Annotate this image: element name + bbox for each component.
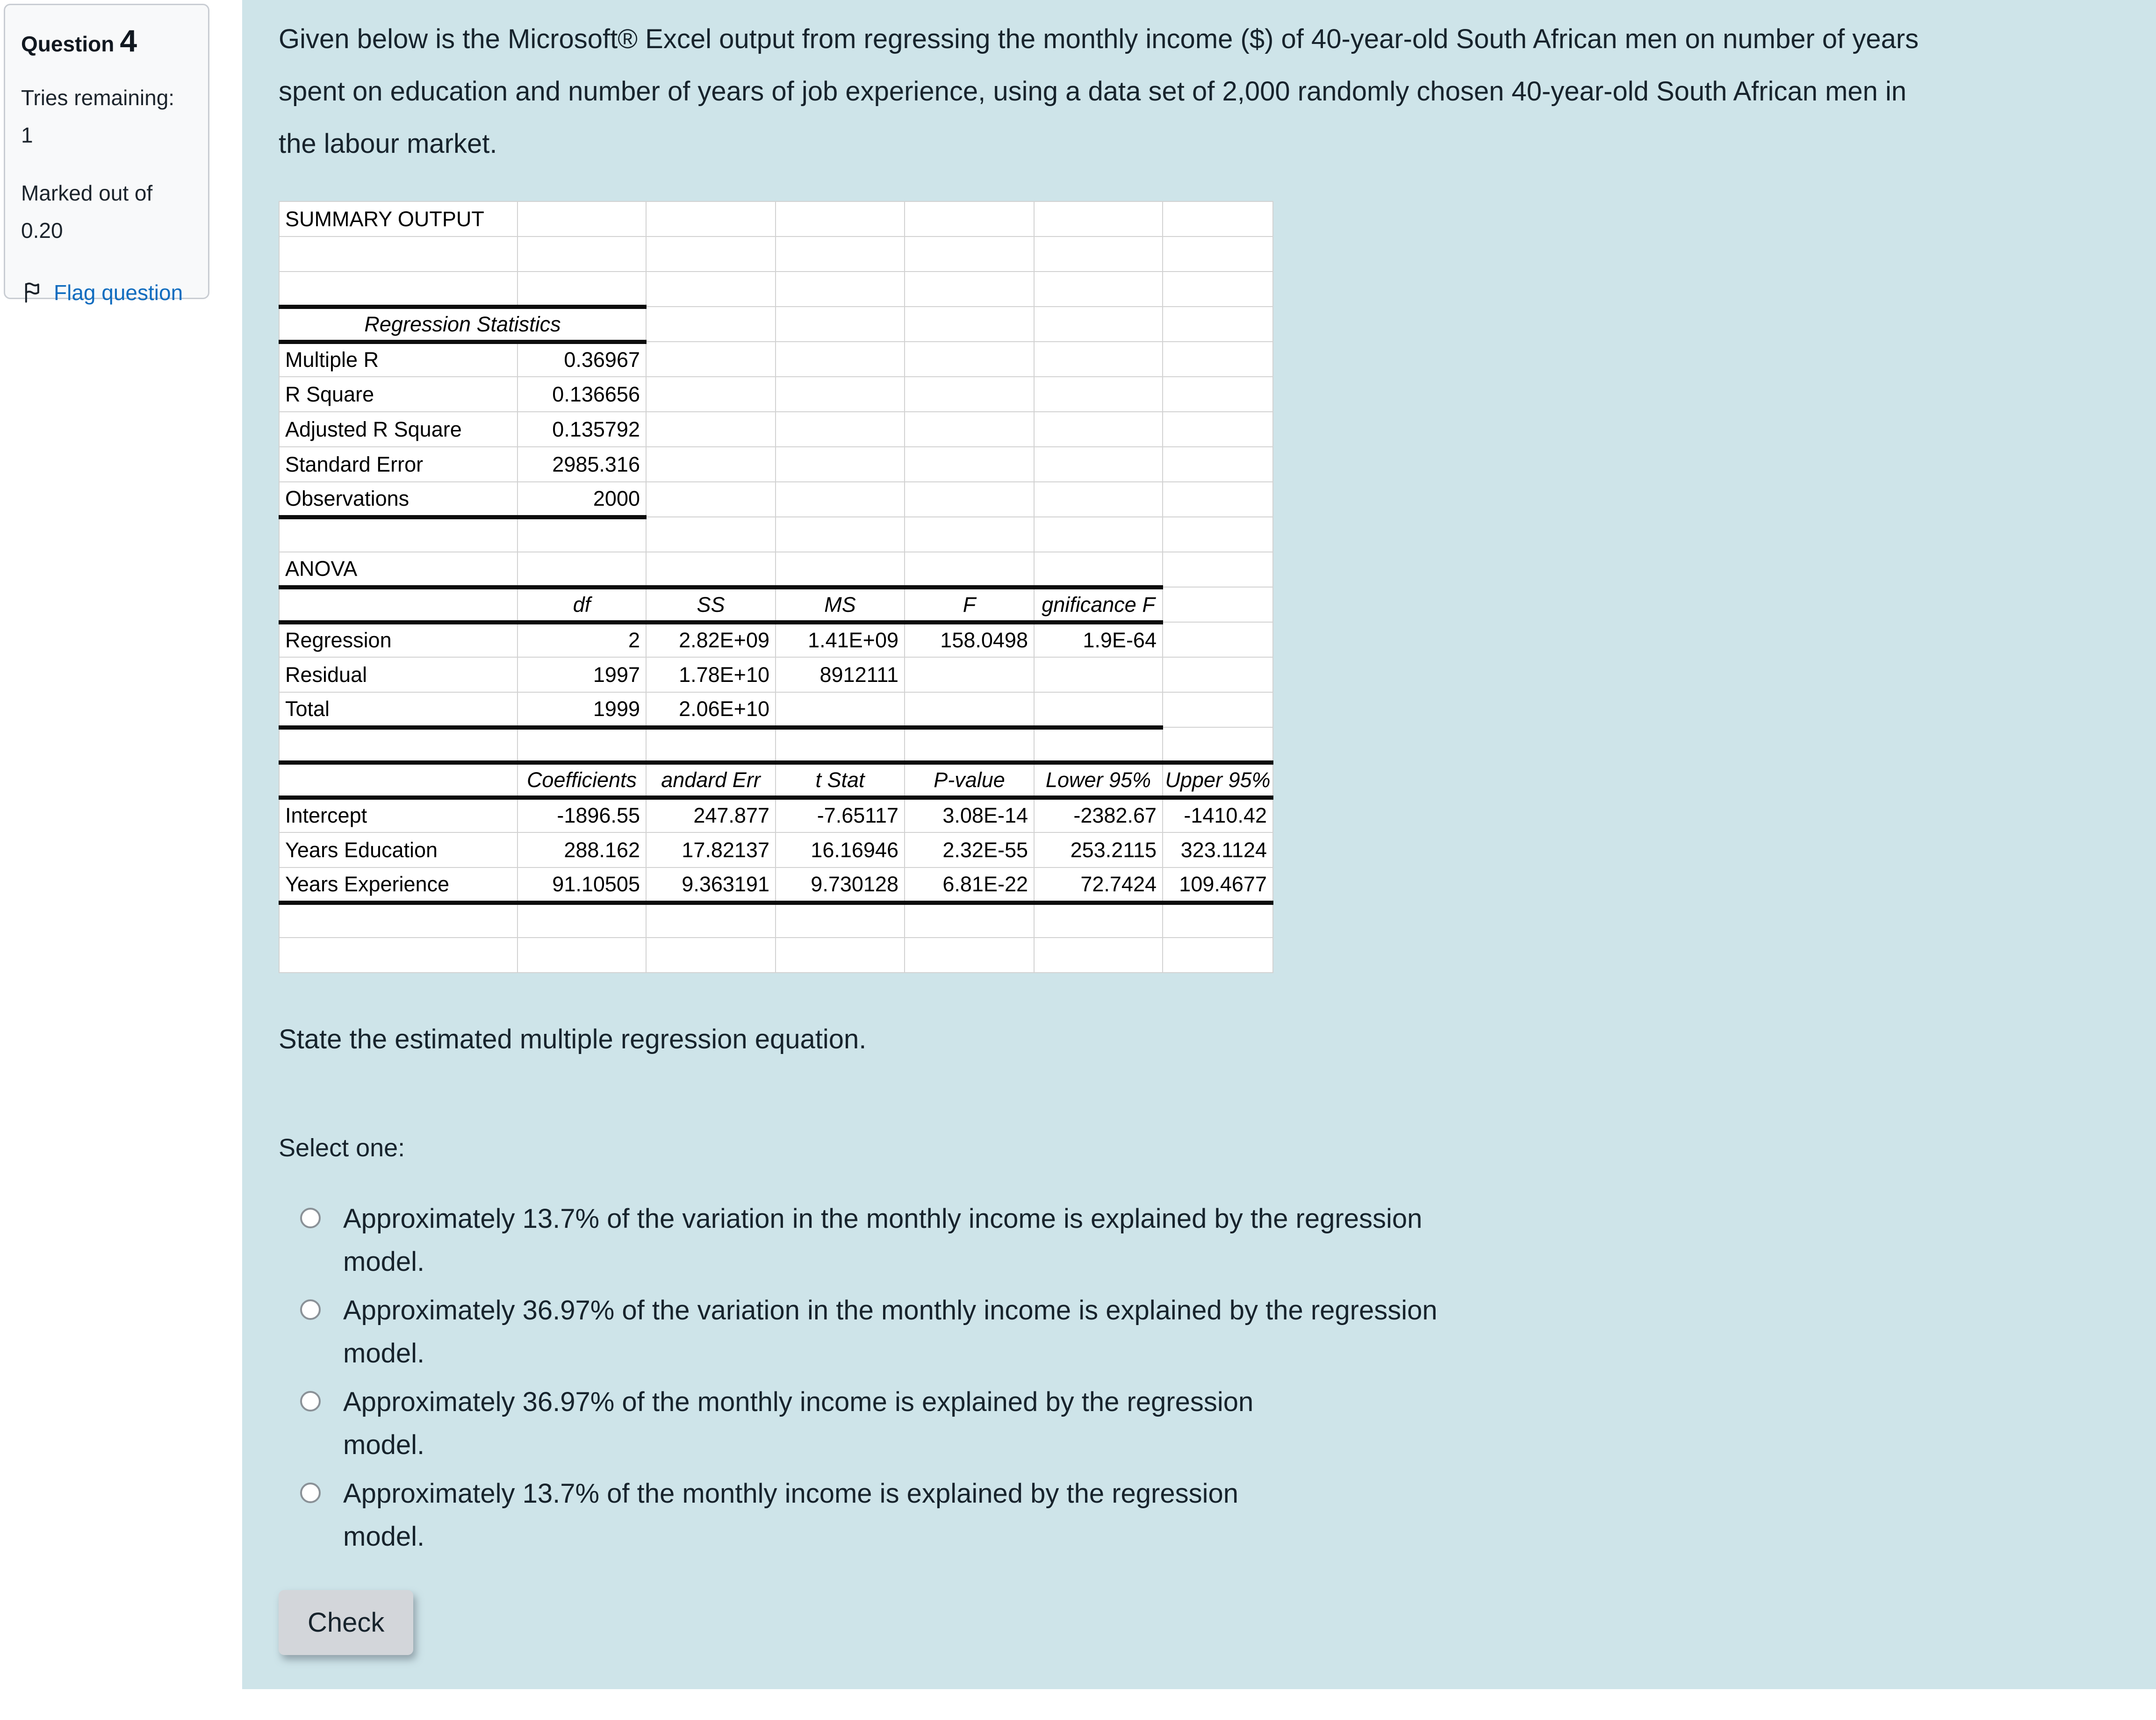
- coef-cell: 247.877: [646, 797, 776, 832]
- flag-question-label: Flag question: [54, 280, 183, 305]
- anova-title: ANOVA: [279, 552, 517, 587]
- tries-remaining-value: 1: [21, 123, 33, 147]
- coef-header: P-value: [905, 762, 1034, 797]
- anova-row-label: Total: [279, 692, 517, 727]
- option-line: Approximately 36.97% of the monthly income is explained by the regression: [343, 1387, 1254, 1417]
- coef-cell: 323.1124: [1163, 832, 1273, 867]
- anova-cell: 1999: [517, 692, 646, 727]
- tries-remaining-label: Tries remaining:: [21, 86, 175, 110]
- anova-header: F: [905, 587, 1034, 622]
- anova-cell: 1.78E+10: [646, 657, 776, 692]
- answer-option-text: [343, 1289, 1437, 1375]
- coef-cell: 17.82137: [646, 832, 776, 867]
- anova-cell: 2: [517, 622, 646, 657]
- coef-cell: 9.363191: [646, 867, 776, 903]
- coef-header: t Stat: [776, 762, 905, 797]
- option-line: Approximately 13.7% of the variation in the monthly income is explained by the regression: [343, 1204, 1423, 1234]
- coef-row-label: Intercept: [279, 797, 517, 832]
- question-prompt: State the estimated multiple regression equation.: [279, 1024, 867, 1054]
- coef-cell: 3.08E-14: [905, 797, 1034, 832]
- option-line: Approximately 13.7% of the monthly income is explained by the regression: [343, 1478, 1239, 1509]
- answer-option-text: [343, 1472, 1238, 1558]
- stat-value: 2985.316: [517, 447, 646, 482]
- question-content: [242, 0, 2156, 1689]
- anova-cell: 1.41E+09: [776, 622, 905, 657]
- marked-out-of-value: 0.20: [21, 218, 63, 243]
- stat-value: 0.135792: [517, 412, 646, 447]
- coef-cell: 91.10505: [517, 867, 646, 903]
- flag-icon: [21, 280, 45, 305]
- coef-cell: -7.65117: [776, 797, 905, 832]
- question-number: 4: [120, 23, 137, 58]
- radio-button-1[interactable]: [300, 1208, 321, 1228]
- stat-value: 0.136656: [517, 377, 646, 412]
- stat-value: 0.36967: [517, 342, 646, 377]
- answer-option-text: [343, 1197, 1422, 1283]
- check-button[interactable]: Check: [279, 1590, 413, 1655]
- option-line: model.: [343, 1521, 425, 1552]
- coef-cell: 9.730128: [776, 867, 905, 903]
- coef-cell: 16.16946: [776, 832, 905, 867]
- anova-cell: 8912111: [776, 657, 905, 692]
- marked-out-of: [21, 174, 192, 249]
- coef-cell: 72.7424: [1034, 867, 1163, 903]
- stat-value: 2000: [517, 482, 646, 517]
- flag-question-link[interactable]: [21, 280, 192, 305]
- coef-header: Lower 95%: [1034, 762, 1163, 797]
- anova-header: SS: [646, 587, 776, 622]
- excel-screenshot: [279, 201, 2128, 973]
- answer-option-4[interactable]: [279, 1472, 2128, 1558]
- coef-header: Coefficients: [517, 762, 646, 797]
- anova-cell: 2.82E+09: [646, 622, 776, 657]
- anova-row-label: Regression: [279, 622, 517, 657]
- answer-option-2[interactable]: [279, 1289, 2128, 1375]
- stat-label: R Square: [279, 377, 517, 412]
- answer-option-3[interactable]: [279, 1381, 2128, 1467]
- question-title: [21, 23, 192, 58]
- select-one-label: Select one:: [279, 1134, 405, 1162]
- option-line: model.: [343, 1247, 425, 1277]
- answer-options: [279, 1197, 2128, 1558]
- stat-label: Multiple R: [279, 342, 517, 377]
- stat-label: Adjusted R Square: [279, 412, 517, 447]
- stat-label: Observations: [279, 482, 517, 517]
- tries-remaining: [21, 79, 192, 154]
- anova-cell: 1.9E-64: [1034, 622, 1163, 657]
- anova-cell: 2.06E+10: [646, 692, 776, 727]
- marked-out-of-label: Marked out of: [21, 181, 153, 205]
- question-info-box: [4, 4, 209, 305]
- anova-row-label: Residual: [279, 657, 517, 692]
- coef-cell: 253.2115: [1034, 832, 1163, 867]
- coef-cell: -2382.67: [1034, 797, 1163, 832]
- coef-header: andard Err: [646, 762, 776, 797]
- option-line: model.: [343, 1338, 425, 1369]
- intro-line: spent on education and number of years of job experience, using a data set of 2,000 randomly chosen 40-year-old South African men in: [279, 76, 1907, 107]
- question-title-prefix: Question: [21, 32, 115, 56]
- intro-line: the labour market.: [279, 129, 497, 159]
- question-sidebar: [0, 0, 242, 1720]
- regression-statistics-title: Regression Statistics: [279, 307, 646, 342]
- anova-header: gnificance F: [1034, 587, 1163, 622]
- answer-option-text: [343, 1381, 1253, 1467]
- radio-button-4[interactable]: [300, 1483, 321, 1503]
- coef-cell: -1896.55: [517, 797, 646, 832]
- stat-label: Standard Error: [279, 447, 517, 482]
- coef-header: Upper 95%: [1163, 762, 1273, 797]
- option-line: Approximately 36.97% of the variation in the monthly income is explained by the regression: [343, 1295, 1437, 1326]
- question-intro: [279, 13, 2128, 170]
- radio-button-2[interactable]: [300, 1299, 321, 1320]
- anova-cell: 158.0498: [905, 622, 1034, 657]
- radio-button-3[interactable]: [300, 1391, 321, 1412]
- coef-cell: 2.32E-55: [905, 832, 1034, 867]
- coef-cell: -1410.42: [1163, 797, 1273, 832]
- anova-cell: 1997: [517, 657, 646, 692]
- coef-row-label: Years Education: [279, 832, 517, 867]
- excel-summary-output-table: [279, 201, 1273, 973]
- coef-cell: 109.4677: [1163, 867, 1273, 903]
- anova-header: MS: [776, 587, 905, 622]
- option-line: model.: [343, 1430, 425, 1460]
- coef-cell: 6.81E-22: [905, 867, 1034, 903]
- intro-line: Given below is the Microsoft® Excel output from regressing the monthly income ($) of 40-year-old South African men on number of years: [279, 24, 1919, 54]
- coef-cell: 288.162: [517, 832, 646, 867]
- coef-row-label: Years Experience: [279, 867, 517, 903]
- excel-summary-title: SUMMARY OUTPUT: [279, 201, 517, 236]
- anova-header: df: [517, 587, 646, 622]
- answer-option-1[interactable]: [279, 1197, 2128, 1283]
